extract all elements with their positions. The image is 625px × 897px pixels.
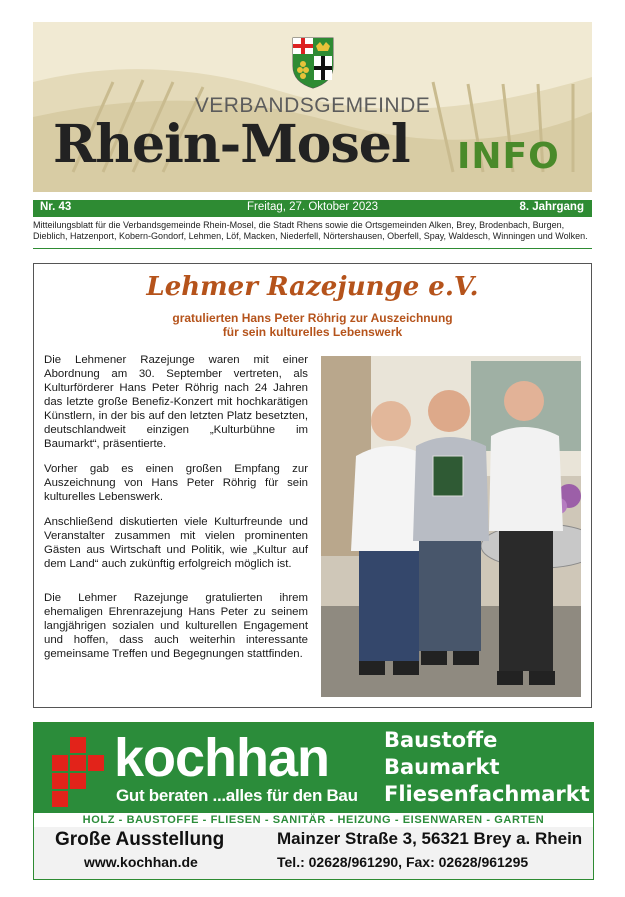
masthead-title: Rhein-Mosel	[53, 114, 410, 175]
article-subtitle-line: für sein kulturelles Lebenswerk	[222, 325, 403, 339]
ad-phone: Tel.: 02628/961290, Fax: 02628/961295	[277, 854, 529, 870]
article-paragraph: Anschließend diskutierten viele Kulturfreunde und Veranstalter zusammen mit vielen prominenten Gästen aus Wirtschaft und Politik, wie „Kultur auf dem Land“ auch zukünftig erfolgreich möglich ist.	[44, 516, 308, 570]
coat-of-arms-icon	[290, 36, 336, 90]
masthead-subtitle: VERBANDSGEMEINDE	[194, 94, 431, 117]
article-box	[33, 263, 592, 708]
article-photo	[321, 356, 581, 697]
article-subtitle	[34, 311, 591, 339]
ad-categories: HOLZ - BAUSTOFFE - FLIESEN - SANITÄR - HEIZUNG - EISENWAREN - GARTEN	[82, 814, 545, 826]
article-subtitle-line: gratulierten Hans Peter Röhrig zur Auszeichnung	[172, 311, 453, 325]
divider	[33, 248, 592, 249]
ad-address: Mainzer Straße 3, 56321 Brey a. Rhein	[277, 829, 583, 848]
masthead-info: INFO	[457, 136, 560, 177]
kochhan-logo-icon	[48, 737, 110, 807]
issue-number: Nr. 43	[40, 201, 72, 213]
ad-exhibition: Große Ausstellung	[55, 829, 225, 850]
issue-volume: 8. Jahrgang	[519, 201, 584, 213]
article-paragraph: Die Lehmer Razejunge gratulierten ihrem ehemaligen Ehrenrazejung Hans Peter zu seinem langjährigen sozialen und kulturellen Engagement und hoffen, dass auch weiterhin interessante gemeinsame Treffen und Begegnungen stattfinden.	[44, 592, 308, 660]
masthead	[33, 22, 592, 192]
publication-notice: Mitteilungsblatt für die Verbandsgemeinde Rhein-Mosel, die Stadt Rhens sowie die Ortsgemeinden Alken, Brey, Brodenbach, Burgen, Dieblich, Hatzenport, Kobern-Gondorf, Lehmen, Löf, Macken, Niederfell, Nörtershausen, Oberfell, Spay, Waldesch, Winningen und Wolken.	[33, 220, 588, 241]
ad-website[interactable]: www.kochhan.de	[84, 854, 198, 870]
issue-bar	[33, 200, 592, 217]
ad-services	[384, 727, 590, 808]
ad-service: Baumarkt	[384, 755, 500, 779]
issue-date: Freitag, 27. Oktober 2023	[246, 201, 379, 213]
ad-service: Fliesenfachmarkt	[384, 782, 590, 806]
ad-slogan: Gut beraten ...alles für den Bau	[116, 786, 358, 805]
ad-service: Baustoffe	[384, 728, 498, 752]
article-paragraph: Vorher gab es einen großen Empfang zur Auszeichnung von Hans Peter Röhrig für sein kulturelles Lebenswerk.	[44, 463, 308, 503]
article-title: Lehmer Razejunge e.V.	[146, 272, 479, 302]
ad-brand: kochhan	[114, 728, 330, 788]
kochhan-advertisement	[33, 722, 594, 880]
article-body	[44, 353, 308, 672]
article-paragraph: Die Lehmener Razejunge waren mit einer Abordnung am 30. September vertreten, als Kulturförderer Hans Peter Röhrig nach 24 Jahren das letzte große Benefiz-Konzert mit hochkarätigen Künstlern, in der bis auf den letzten Platz besetzten, deutschlandweit einzigen „Kulturbühne im Baumarkt“, präsentierte.	[44, 354, 308, 450]
